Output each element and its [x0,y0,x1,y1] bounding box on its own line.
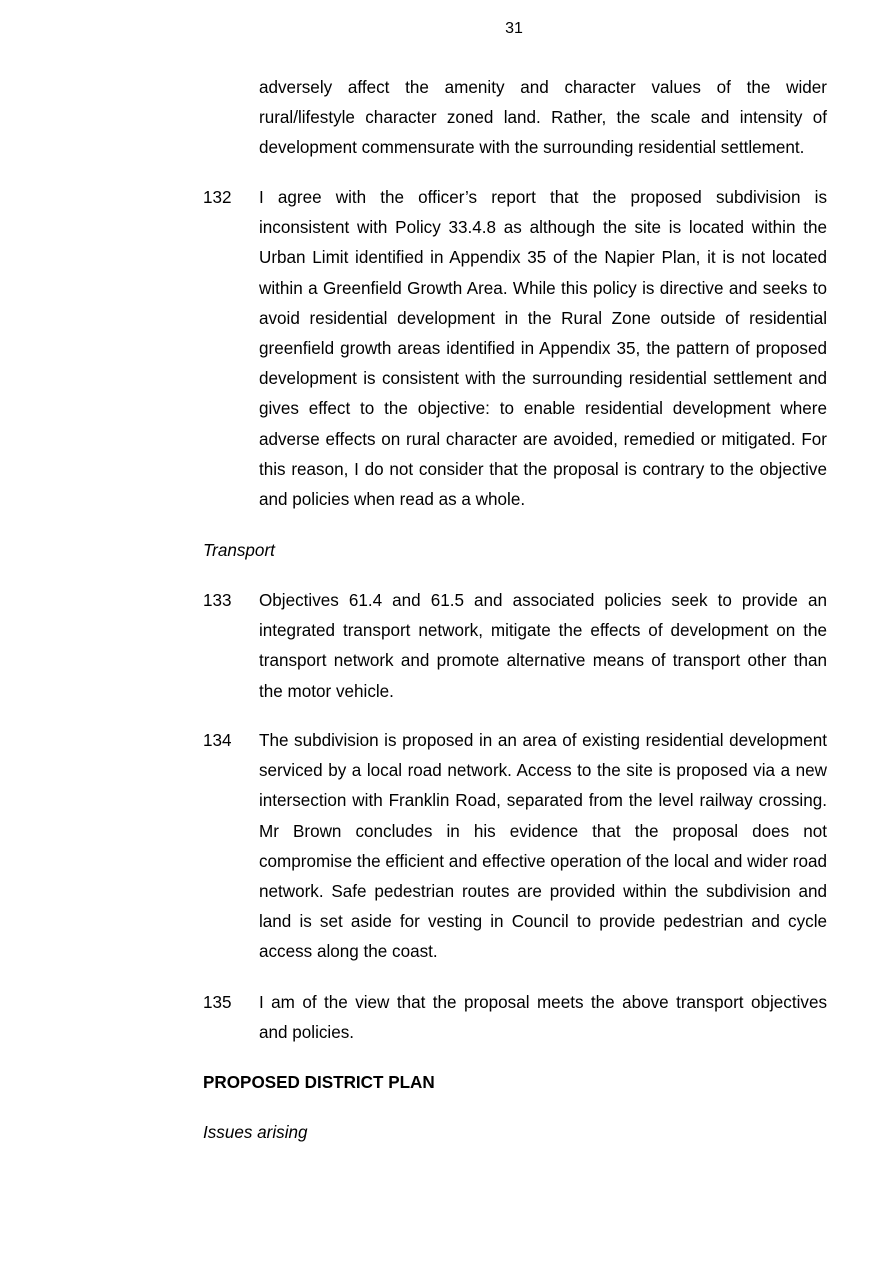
section-heading-transport: Transport [203,541,275,560]
paragraph-text: Objectives 61.4 and 61.5 and associated policies seek to provide an integrated transport network, mitigate the effects of development on the transport network and promote alternative means of transport other than the motor vehicle. [259,591,827,701]
paragraph-number: 135 [203,993,232,1012]
page-number: 31 [505,20,523,37]
paragraph-text: The subdivision is proposed in an area of existing residential development serviced by a local road network. Access to the site is proposed via a new intersection with Franklin Road, separated from the level railway crossing. Mr Brown concludes in his evidence that the proposal does not compromise the efficient and effective operation of the local and wider road network. Safe pedestrian routes are provided within the subdivision and land is set aside for vesting in Council to provide pedestrian and cycle access along the coast. [259,731,827,962]
paragraph-number: 132 [203,188,232,207]
section-heading-issues-arising: Issues arising [203,1123,308,1142]
paragraph-text: I agree with the officer’s report that the proposed subdivision is inconsistent with Policy 33.4.8 as although the site is located within the Urban Limit identified in Appendix 35 of the Napier Plan, it is not located within a Greenfield Growth Area. While this policy is directive and seeks to avoid residential development in the Rural Zone outside of residential greenfield growth areas identified in Appendix 35, the pattern of proposed development is consistent with the surrounding residential settlement and gives effect to the objective: to enable residential development where adverse effects on rural character are avoided, remedied or mitigated. For this reason, I do not consider that the proposal is contrary to the objective and policies when read as a whole. [259,188,827,510]
paragraph-text: I am of the view that the proposal meets the above transport objectives and policies. [259,993,827,1043]
section-heading-proposed-district-plan: PROPOSED DISTRICT PLAN [203,1073,435,1092]
continuation-paragraph: adversely affect the amenity and character values of the wider rural/lifestyle character zoned land. Rather, the scale and intensity of development commensurate with the surrounding residential settlement. [259,78,827,158]
paragraph-number: 134 [203,731,232,750]
paragraph-number: 133 [203,591,232,610]
